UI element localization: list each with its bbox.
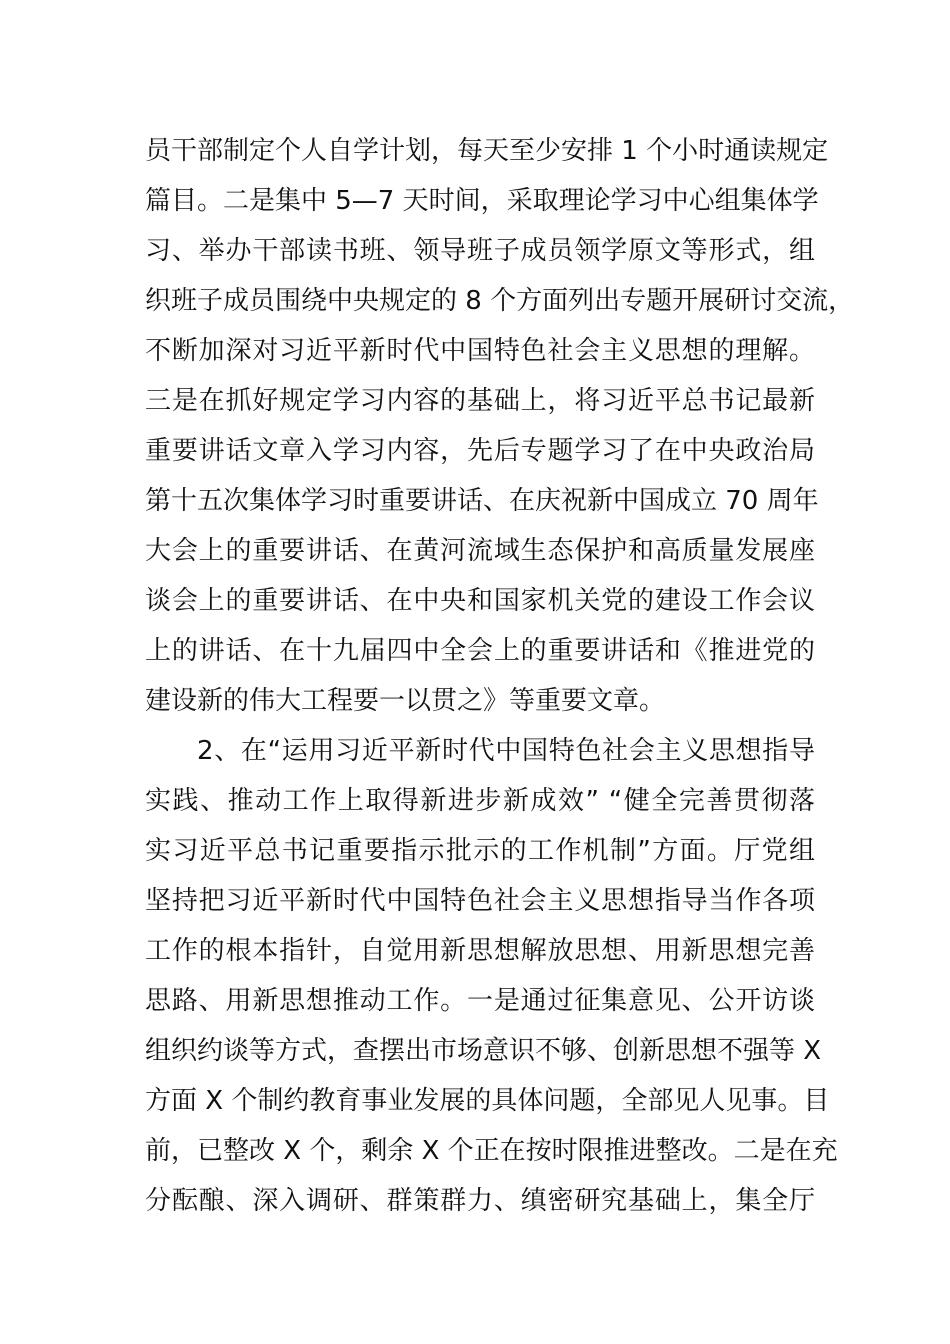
text-line: 前，已整改 X 个，剩余 X 个正在按时限推进整改。二是在充 <box>145 1136 838 1166</box>
paragraph-end-line: 建设新的伟大工程要一以贯之》等重要文章。 <box>145 686 666 716</box>
text-line: 篇目。二是集中 5—7 天时间，采取理论学习中心组集体学 <box>145 186 819 216</box>
document-body-text <box>145 126 855 1226</box>
text-line: 重要讲话文章入学习内容，先后专题学习了在中央政治局 <box>145 436 815 466</box>
text-line: 员干部制定个人自学计划，每天至少安排 1 个小时通读规定 <box>145 136 829 166</box>
text-line: 织班子成员围绕中央规定的 8 个方面列出专题开展研讨交流， <box>145 286 855 316</box>
text-line: 三是在抓好规定学习内容的基础上，将习近平总书记最新 <box>145 386 815 416</box>
text-line: 坚持把习近平新时代中国特色社会主义思想指导当作各项 <box>145 886 815 916</box>
text-line: 大会上的重要讲话、在黄河流域生态保护和高质量发展座 <box>145 536 815 566</box>
text-line: 实习近平总书记重要指示批示的工作机制”方面。厅党组 <box>145 836 815 866</box>
text-line: 实践、推动工作上取得新进步新成效” “健全完善贯彻落 <box>145 786 815 816</box>
text-line: 上的讲话、在十九届四中全会上的重要讲话和《推进党的 <box>145 636 815 666</box>
text-line: 谈会上的重要讲话、在中央和国家机关党的建设工作会议 <box>145 586 815 616</box>
text-line: 方面 X 个制约教育事业发展的具体问题，全部见人见事。目 <box>145 1086 830 1116</box>
text-line: 组织约谈等方式，查摆出市场意识不够、创新思想不强等 X <box>145 1036 822 1066</box>
text-line: 思路、用新思想推动工作。一是通过征集意见、公开访谈 <box>145 986 815 1016</box>
text-line: 第十五次集体学习时重要讲话、在庆祝新中国成立 70 周年 <box>145 486 819 516</box>
text-line: 工作的根本指针，自觉用新思想解放思想、用新思想完善 <box>145 936 815 966</box>
text-line: 习、举办干部读书班、领导班子成员领学原文等形式，组 <box>145 236 815 266</box>
text-line: 分酝酿、深入调研、群策群力、缜密研究基础上，集全厅 <box>145 1186 815 1216</box>
paragraph-start-line: 2、在“运用习近平新时代中国特色社会主义思想指导 <box>197 736 815 766</box>
text-line: 不断加深对习近平新时代中国特色社会主义思想的理解。 <box>145 336 815 366</box>
